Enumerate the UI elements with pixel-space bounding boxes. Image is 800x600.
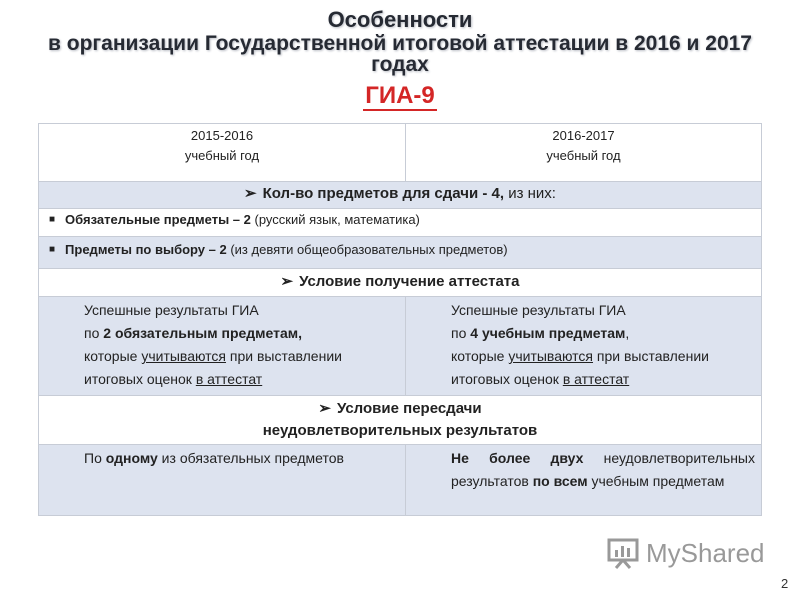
checkmark-arrow-icon: ➢ — [318, 400, 331, 417]
header-row — [39, 124, 762, 182]
presentation-board-icon — [606, 537, 640, 569]
section-title: Кол-во предметов для сдачи - 4, — [262, 185, 505, 202]
slide-subtitle — [0, 82, 800, 110]
section-title-rest: из них: — [504, 185, 556, 202]
section-subjects-count — [39, 182, 762, 209]
header-2016-2017 — [406, 124, 762, 182]
retake-left: По одному из обязательных предметов — [39, 445, 406, 516]
checkmark-arrow-icon: ➢ — [280, 273, 294, 290]
item-rest: (из девяти общеобразовательных предметов) — [226, 242, 508, 257]
certificate-conditions-row — [39, 297, 762, 396]
header-label: учебный год — [546, 148, 621, 163]
watermark — [606, 537, 765, 569]
comparison-table — [38, 123, 762, 516]
subtitle-text: ГИА-9 — [365, 82, 435, 109]
title-line-2: в организации Государственной итоговой аттестации в 2016 и 2017 — [48, 32, 752, 55]
item-rest: (русский язык, математика) — [250, 212, 420, 227]
title-line-3: годах — [371, 53, 429, 76]
header-year: 2016-2017 — [552, 128, 615, 143]
header-label: учебный год — [184, 148, 260, 163]
square-bullet-icon: ■ — [49, 244, 56, 255]
certificate-right: Успешные результаты ГИА по 4 учебным предметам, которые учитываются при выставлении итоговых оценок в аттестат — [406, 297, 762, 396]
section-certificate — [39, 269, 762, 297]
mandatory-subjects-row — [39, 209, 762, 237]
square-bullet-icon: ■ — [49, 214, 56, 225]
certificate-left: Успешные результаты ГИА по 2 обязательным предметам, которые учитываются при выставлении итоговых оценок в аттестат — [39, 297, 406, 396]
retake-conditions-row — [39, 445, 762, 516]
header-year: 2015-2016 — [190, 128, 254, 143]
page-number: 2 — [781, 576, 789, 591]
slide-title — [0, 8, 800, 75]
elective-subjects-row — [39, 237, 762, 269]
section-title-line-2: неудовлетворительных результатов — [262, 422, 538, 439]
section-title: Условие пересдачи — [336, 400, 482, 417]
item-bold: Обязательные предметы – 2 — [65, 212, 251, 227]
section-retake — [39, 396, 762, 445]
title-line-1: Особенности — [327, 7, 473, 32]
item-bold: Предметы по выбору – 2 — [65, 242, 227, 257]
checkmark-arrow-icon: ➢ — [244, 185, 257, 202]
retake-right: Не более двух неудовлетворительных результатов по всем учебным предметам — [406, 445, 762, 516]
section-title: Условие получение аттестата — [299, 273, 520, 290]
header-2015-2016 — [39, 124, 406, 182]
watermark-text: MyShared — [646, 537, 765, 568]
